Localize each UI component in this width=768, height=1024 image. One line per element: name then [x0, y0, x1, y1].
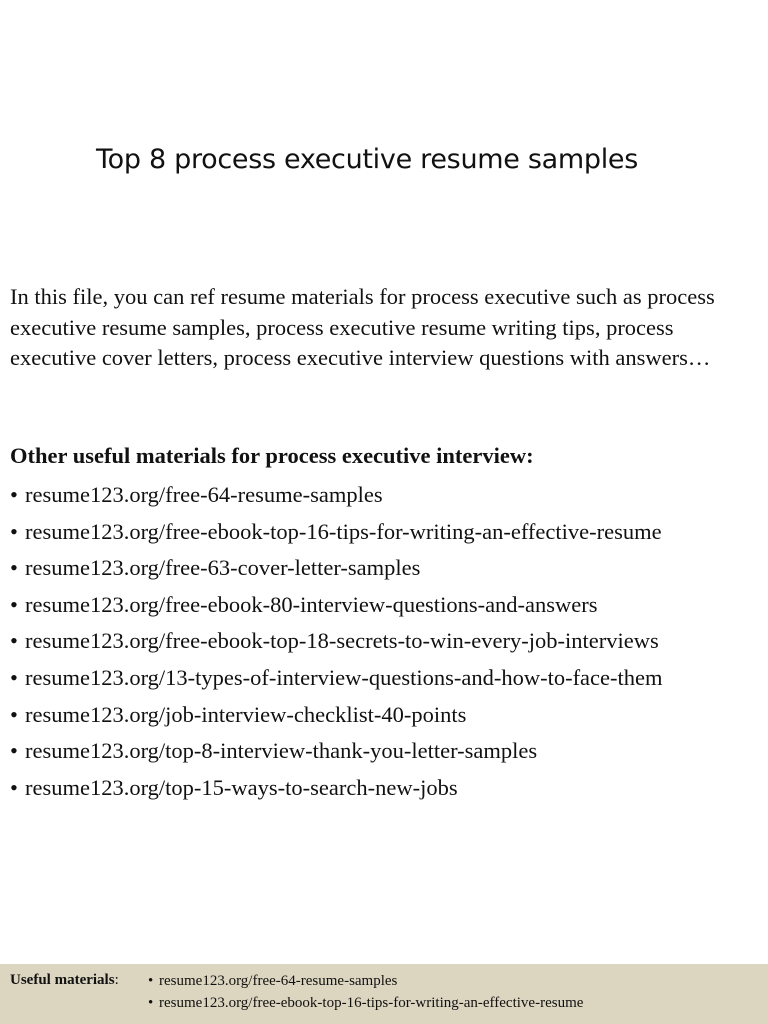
material-link[interactable]: resume123.org/top-15-ways-to-search-new-jobs	[25, 774, 458, 800]
footer-link[interactable]: resume123.org/free-64-resume-samples	[159, 973, 398, 989]
footer-label-text: Useful materials	[10, 972, 115, 988]
other-materials-heading: Other useful materials for process executive interview:	[10, 443, 534, 468]
bullet-icon: •	[10, 664, 18, 690]
materials-link-list	[10, 478, 663, 807]
bullet-icon: •	[10, 774, 18, 800]
list-item	[10, 698, 663, 735]
bullet-icon: •	[10, 628, 18, 654]
bullet-icon: •	[10, 591, 18, 617]
material-link[interactable]: resume123.org/free-63-cover-letter-samples	[25, 555, 421, 581]
material-link[interactable]: resume123.org/13-types-of-interview-questions-and-how-to-face-them	[25, 664, 663, 690]
list-item	[148, 994, 583, 1016]
intro-paragraph: In this file, you can ref resume materials for process executive such as process executive resume samples, process executive resume writing tips, process executive cover letters, process executive interview questions with answers…	[10, 284, 715, 370]
bullet-icon: •	[148, 995, 154, 1011]
bullet-icon: •	[10, 555, 18, 581]
material-link[interactable]: resume123.org/free-64-resume-samples	[25, 482, 383, 507]
footer-link[interactable]: resume123.org/free-ebook-top-16-tips-for-writing-an-effective-resume	[159, 995, 584, 1011]
list-item	[10, 588, 663, 625]
list-item	[10, 515, 663, 552]
bullet-icon: •	[10, 482, 18, 507]
list-item	[148, 972, 583, 994]
material-link[interactable]: resume123.org/free-ebook-top-16-tips-for-writing-an-effective-resume	[25, 518, 662, 544]
footer-bar	[0, 964, 768, 1024]
list-item	[10, 771, 663, 808]
list-item	[10, 734, 663, 771]
material-link[interactable]: resume123.org/top-8-interview-thank-you-letter-samples	[25, 738, 538, 764]
list-item	[10, 661, 663, 698]
footer-label	[10, 972, 119, 989]
material-link[interactable]: resume123.org/free-ebook-80-interview-questions-and-answers	[25, 591, 598, 617]
footer-link-list	[148, 972, 583, 1016]
list-item	[10, 478, 663, 515]
page-title: Top 8 process executive resume samples	[96, 144, 638, 175]
bullet-icon: •	[10, 738, 18, 764]
bullet-icon: •	[10, 701, 18, 727]
material-link[interactable]: resume123.org/job-interview-checklist-40-points	[25, 701, 467, 727]
bullet-icon: •	[148, 973, 154, 989]
bullet-icon: •	[10, 518, 18, 544]
list-item	[10, 551, 663, 588]
footer-label-colon: :	[114, 972, 119, 988]
list-item	[10, 624, 663, 661]
material-link[interactable]: resume123.org/free-ebook-top-18-secrets-to-win-every-job-interviews	[25, 628, 659, 654]
